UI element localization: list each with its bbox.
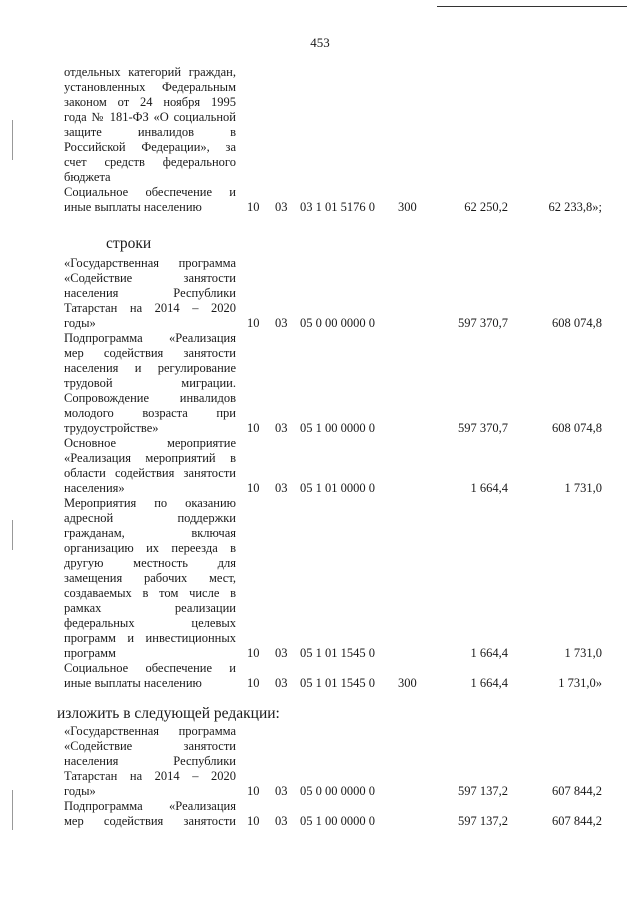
amount-year-2: 1 731,0 [564,481,602,495]
margin-line [12,120,13,160]
row-name-line: «Государственная программа [64,256,236,270]
row-name-line: Сопровождение инвалидов [64,391,236,405]
row-name-line: Подпрограмма «Реализация [64,799,236,813]
amount-year-1: 597 370,7 [458,316,508,330]
target-article-code: 05 1 00 0000 0 [300,814,375,828]
description-line: бюджета [64,170,111,184]
subsection-code: 03 [275,481,288,495]
row-name-line: молодого возраста при [64,406,236,420]
amount-year-2: 607 844,2 [552,814,602,828]
section-code: 10 [247,200,260,214]
row-name-line: рамках реализации [64,601,236,615]
margin-line [12,520,13,550]
heading-lines: строки [106,235,152,252]
section-code: 10 [247,814,260,828]
subsection-code: 03 [275,421,288,435]
subsection-code: 03 [275,676,288,690]
description-line: счет средств федерального [64,155,236,169]
row-name-line: Социальное обеспечение и [64,661,236,675]
target-article-code: 05 1 01 0000 0 [300,481,375,495]
row-name-line: «Государственная программа [64,724,236,738]
amount-year-2: 1 731,0 [564,646,602,660]
amount-year-2: 608 074,8 [552,316,602,330]
heading-edit: изложить в следующей редакции: [57,705,280,722]
row-name-line: гражданам, включая [64,526,236,540]
row-name-line: создаваемых в том числе в [64,586,236,600]
row-name-line: мер содействия занятости [64,814,236,828]
subsection-code: 03 [275,646,288,660]
row-name-line: замещения рабочих мест, [64,571,236,585]
description-line: Российской Федерации», за [64,140,236,154]
subsection-code: 03 [275,316,288,330]
row-name-line: федеральных целевых [64,616,236,630]
top-rule [437,6,627,7]
row-name-line: «Содействие занятости [64,739,236,753]
row-name-line: иные выплаты населению [64,200,202,214]
amount-year-2: 1 731,0» [558,676,602,690]
row-name-line: адресной поддержки [64,511,236,525]
amount-year-1: 1 664,4 [470,676,508,690]
amount-year-2: 607 844,2 [552,784,602,798]
row-name-line: Татарстан на 2014 – 2020 [64,301,236,315]
row-name-line: трудовой миграции. [64,376,236,390]
row-name-line: Подпрограмма «Реализация [64,331,236,345]
amount-year-2: 62 233,8»; [548,200,602,214]
section-code: 10 [247,676,260,690]
section-code: 10 [247,421,260,435]
row-name-line: области содействия занятости [64,466,236,480]
amount-year-1: 1 664,4 [470,481,508,495]
row-name-line: трудоустройстве» [64,421,159,435]
row-name-line: программ и инвестиционных [64,631,236,645]
target-article-code: 05 0 00 0000 0 [300,784,375,798]
section-code: 10 [247,316,260,330]
row-name-line: населения и регулирование [64,361,236,375]
section-code: 10 [247,646,260,660]
row-name-line: иные выплаты населению [64,676,202,690]
description-line: отдельных категорий граждан, [64,65,236,79]
section-code: 10 [247,784,260,798]
row-name-line: организацию их переезда в [64,541,236,555]
page-number: 453 [310,35,330,50]
row-name-line: Основное мероприятие [64,436,236,450]
row-name-line: «Реализация мероприятий в [64,451,236,465]
amount-year-1: 597 137,2 [458,814,508,828]
expense-type-code: 300 [398,676,417,690]
subsection-code: 03 [275,784,288,798]
target-article-code: 05 1 01 1545 0 [300,646,375,660]
amount-year-2: 608 074,8 [552,421,602,435]
amount-year-1: 597 370,7 [458,421,508,435]
row-name-line: Мероприятия по оказанию [64,496,236,510]
row-name-line: населения» [64,481,125,495]
row-name-line: Татарстан на 2014 – 2020 [64,769,236,783]
margin-line [12,790,13,830]
row-name-line: программ [64,646,116,660]
row-name-line: годы» [64,316,96,330]
description-line: года № 181-ФЗ «О социальной [64,110,236,124]
row-name-line: Социальное обеспечение и [64,185,236,199]
description-line: законом от 24 ноября 1995 [64,95,236,109]
expense-type-code: 300 [398,200,417,214]
row-name-line: мер содействия занятости [64,346,236,360]
row-name-line: годы» [64,784,96,798]
target-article-code: 05 1 00 0000 0 [300,421,375,435]
subsection-code: 03 [275,200,288,214]
description-line: защите инвалидов в [64,125,236,139]
target-article-code: 05 0 00 0000 0 [300,316,375,330]
section-code: 10 [247,481,260,495]
subsection-code: 03 [275,814,288,828]
target-article-code: 05 1 01 1545 0 [300,676,375,690]
target-article-code: 03 1 01 5176 0 [300,200,375,214]
row-name-line: населения Республики [64,754,236,768]
amount-year-1: 1 664,4 [470,646,508,660]
row-name-line: другую местность для [64,556,236,570]
amount-year-1: 597 137,2 [458,784,508,798]
row-name-line: населения Республики [64,286,236,300]
amount-year-1: 62 250,2 [464,200,508,214]
description-line: установленных Федеральным [64,80,236,94]
row-name-line: «Содействие занятости [64,271,236,285]
